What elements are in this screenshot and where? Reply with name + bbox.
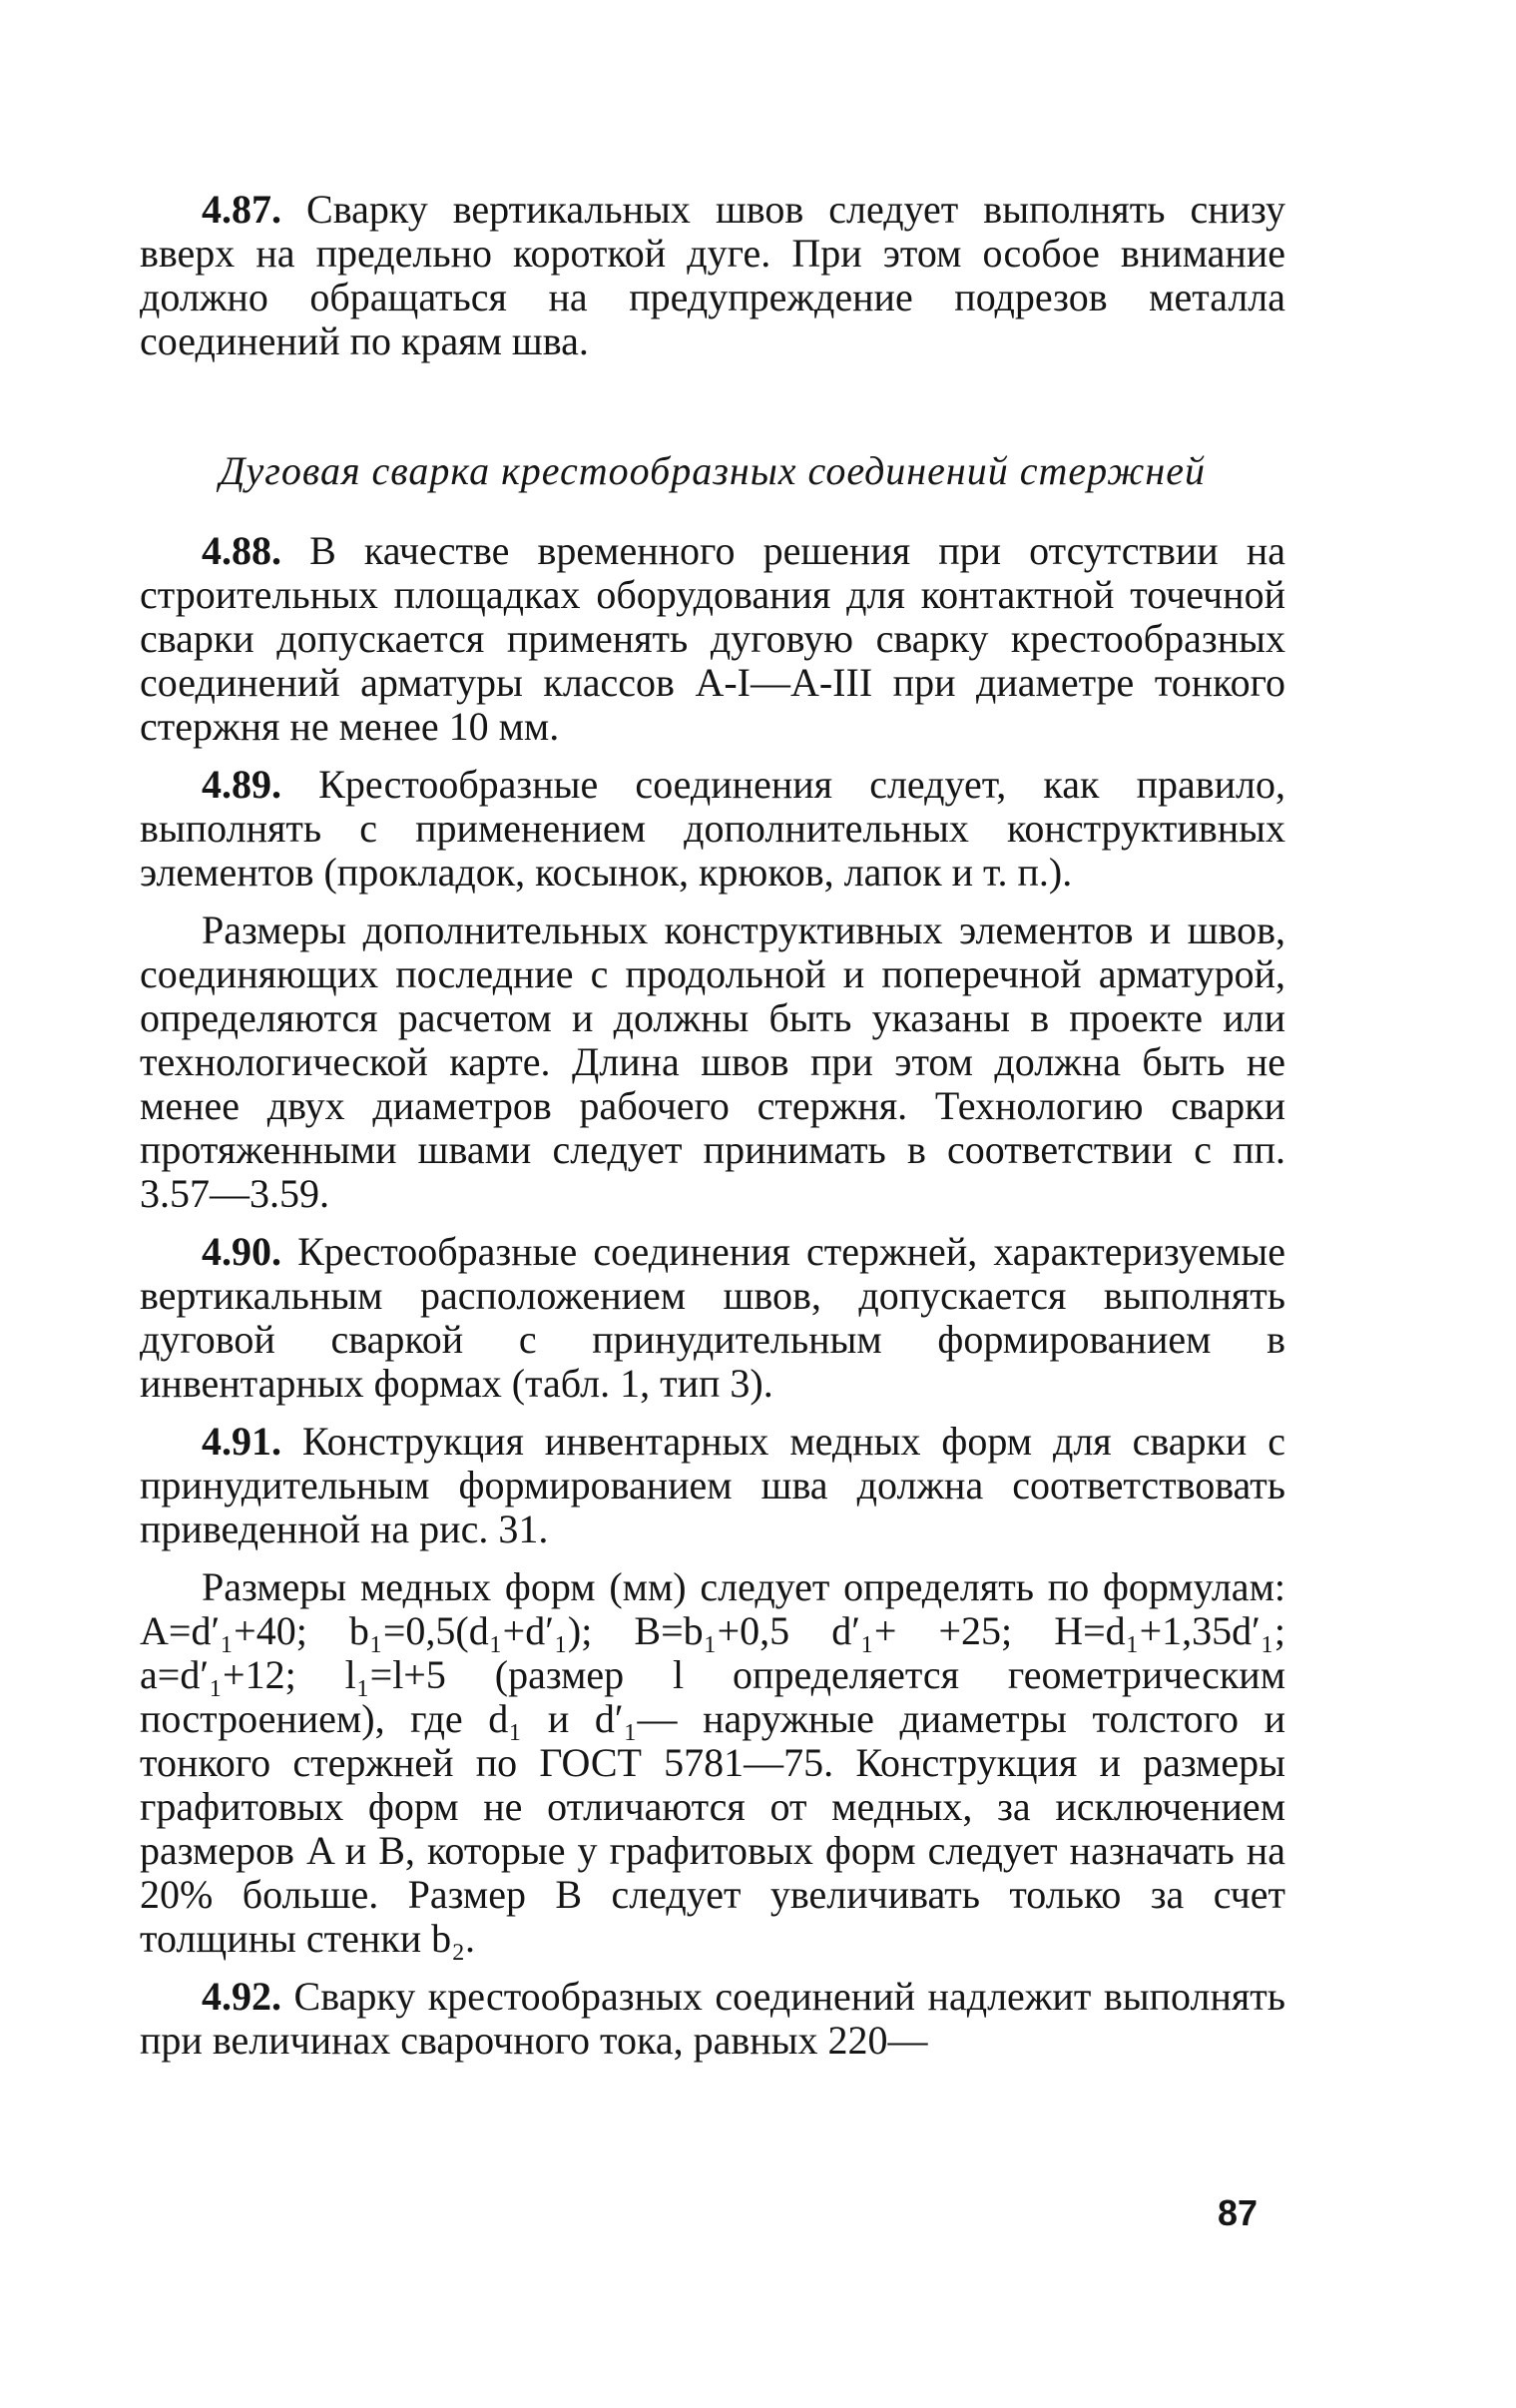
paragraph-4-87 bbox=[140, 188, 1285, 363]
page-number: 87 bbox=[1218, 2192, 1259, 2233]
paragraph-text: Конструкция инвентарных медных форм для сварки с принудительным формированием шва должна соответствовать приведенной на рис. 31. bbox=[140, 1419, 1285, 1551]
paragraph-4-92 bbox=[140, 1975, 1285, 2063]
paragraph-4-88 bbox=[140, 529, 1285, 749]
paragraph-number: 4.87. bbox=[202, 187, 281, 232]
paragraph-text: Крестообразные соединения следует, как правило, выполнять с применением дополнительных конструктивных элементов (прокладок, косынок, крюков, лапок и т. п.). bbox=[140, 762, 1285, 895]
paragraph-number: 4.89. bbox=[202, 762, 281, 807]
page-body bbox=[140, 188, 1285, 2063]
paragraph-text: В качестве временного решения при отсутствии на строительных площадках оборудования для контактной точечной сварки допускается применять дуговую сварку крестообразных соединений арматуры классов А-I—А-III при диаметре тонкого стержня не менее 10 мм. bbox=[140, 528, 1285, 749]
paragraph-number: 4.90. bbox=[202, 1229, 281, 1274]
paragraph-4-91-continued: Размеры медных форм (мм) следует определять по формулам: A=d′₁+40; b₁=0,5(d₁+d′₁); B=b₁+0,5 d′₁+ +25; H=d₁+1,35d′₁; a=d′₁+12; l₁=l+5 (размер l определяется геометрическим построением), где d₁ и d′₁— наружные диаметры толстого и тонкого стержней по ГОСТ 5781—75. Конструкция и размеры графитовых форм не отличаются от медных, за исключением размеров A и B, которые у графитовых форм следует назначать на 20% больше. Размер B следует увеличивать только за счет толщины стенки b₂. bbox=[140, 1564, 1285, 1961]
paragraph-4-89 bbox=[140, 763, 1285, 895]
section-heading: Дуговая сварка крестообразных соединений стержней bbox=[220, 448, 1206, 493]
paragraph-number: 4.88. bbox=[202, 528, 281, 573]
paragraph-4-91 bbox=[140, 1420, 1285, 1551]
paragraph-text: Крестообразные соединения стержней, характеризуемые вертикальным расположением швов, допускается выполнять дуговой сваркой с принудительным формированием в инвентарных формах (табл. 1, тип 3). bbox=[140, 1229, 1285, 1406]
paragraph-4-89-continued: Размеры дополнительных конструктивных элементов и швов, соединяющих последние с продольной и поперечной арматурой, определяются расчетом и должны быть указаны в проекте или технологической карте. Длина швов при этом должна быть не менее двух диаметров рабочего стержня. Технологию сварки протяженными швами следует принимать в соответствии с пп. 3.57—3.59. bbox=[140, 907, 1285, 1216]
paragraph-number: 4.91. bbox=[202, 1419, 281, 1464]
paragraph-4-90 bbox=[140, 1230, 1285, 1406]
paragraph-number: 4.92. bbox=[202, 1974, 281, 2019]
paragraph-text: Сварку крестообразных соединений надлежит выполнять при величинах сварочного тока, равных 220— bbox=[140, 1974, 1285, 2063]
paragraph-text: Сварку вертикальных швов следует выполнять снизу вверх на предельно короткой дуге. При этом особое внимание должно обращаться на предупреждение подрезов металла соединений по краям шва. bbox=[140, 187, 1285, 363]
